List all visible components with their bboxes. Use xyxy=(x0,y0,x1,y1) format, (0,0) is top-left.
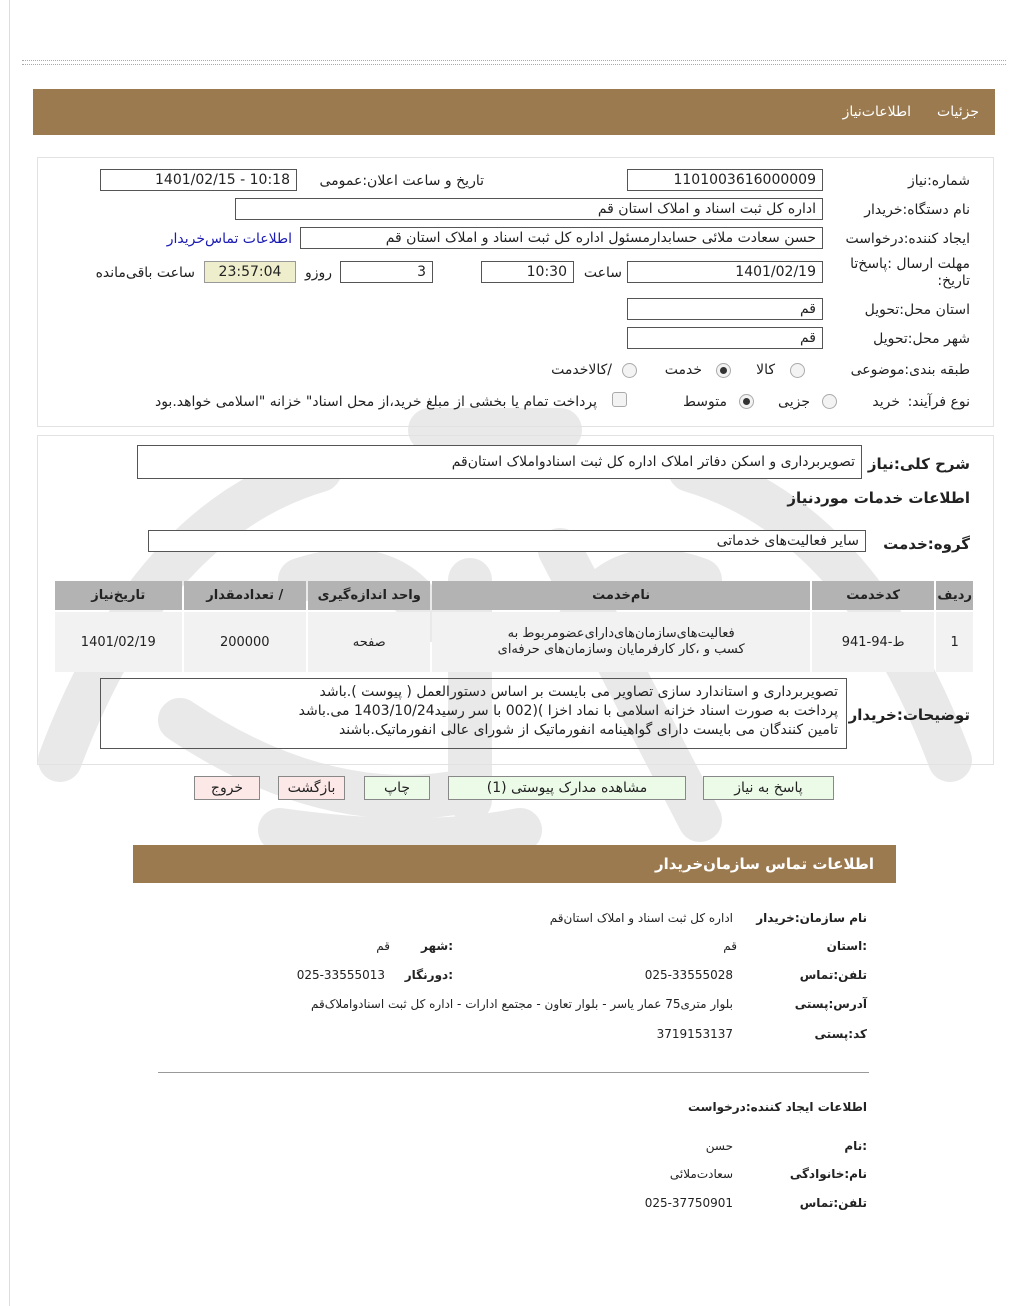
section-divider xyxy=(158,1072,869,1073)
col-service-name: نام‌خدمت xyxy=(432,581,809,610)
col-row: ردیف xyxy=(936,581,973,610)
announce-date-field: 1401/02/15 - 10:18 xyxy=(100,169,297,191)
buyer-note-line: تصویربرداری و استاندارد سازی تصاویر می بایست بر اساس دستورالعمل ( پیوست ).باشد xyxy=(319,684,838,700)
process-minor-label: جزیی xyxy=(778,394,810,410)
process-purchase-label: خرید xyxy=(872,394,900,410)
days-field: 3 xyxy=(340,261,433,283)
contact-postal-value: 3719153137 xyxy=(656,1027,733,1041)
creator-info-title: اطلاعات ایجاد کننده:درخواست xyxy=(687,1100,867,1114)
announce-label: تاریخ و ساعت اعلان:عمومی xyxy=(319,173,484,189)
city-field: قم xyxy=(627,327,823,349)
deadline-time-field: 10:30 xyxy=(481,261,574,283)
details-banner xyxy=(33,89,995,135)
print-button[interactable]: چاپ xyxy=(364,776,430,800)
general-desc-field: تصویربرداری و اسکن دفاتر املاک اداره کل ثبت اسنادواملاک استان‌قم xyxy=(137,445,862,479)
deadline-label: مهلت ارسال :پاسخ‌تا تاریخ: xyxy=(850,256,970,289)
cell-service-code: ط-94-941 xyxy=(812,612,934,672)
treasury-payment-checkbox[interactable] xyxy=(612,392,627,407)
category-label: طبقه بندی:موضوعی xyxy=(850,362,970,378)
radio-service[interactable] xyxy=(716,363,731,378)
tab-need-info[interactable]: اطلاعات‌نیاز xyxy=(842,104,911,120)
services-title: اطلاعات خدمات موردنیاز xyxy=(787,489,970,507)
top-divider xyxy=(22,64,1006,65)
contact-province-label: :استان xyxy=(826,939,867,953)
category-goods-label: کالا xyxy=(756,362,775,378)
buyer-note-line: پرداخت به صورت اسناد خزانه اسلامی با نماد اخزا )(002 با سر رسید1403/10/24 می.باشد xyxy=(298,703,838,719)
province-label: استان محل:تحویل xyxy=(864,302,970,318)
back-button[interactable]: بازگشت xyxy=(278,776,345,800)
category-service-label: خدمت xyxy=(664,362,702,378)
contact-phone-label: تلفن:تماس xyxy=(799,968,867,982)
creator-phone-label: تلفن:تماس xyxy=(799,1196,867,1210)
category-goods-service-label: /کالاخدمت xyxy=(551,362,612,378)
view-attachments-button[interactable]: مشاهده مدارک پیوستی (1) xyxy=(448,776,686,800)
col-need-date: تاریخ‌نیاز xyxy=(55,581,182,610)
reply-button[interactable]: پاسخ به نیاز xyxy=(703,776,834,800)
days-label: روزو xyxy=(304,265,332,281)
cell-row: 1 xyxy=(936,612,973,672)
buyer-contact-banner xyxy=(133,845,896,883)
contact-org-value: اداره کل ثبت اسناد و املاک استان‌قم xyxy=(549,911,733,925)
buyer-contact-link[interactable]: اطلاعات تماس‌خریدار xyxy=(166,231,292,247)
services-table xyxy=(53,579,975,674)
radio-minor[interactable] xyxy=(822,394,837,409)
col-quantity: / تعدادمقدار xyxy=(184,581,306,610)
process-medium-label: متوسط xyxy=(683,394,727,410)
radio-goods-service[interactable] xyxy=(622,363,637,378)
treasury-payment-note: پرداخت تمام یا بخشی از مبلغ خرید،از محل اسناد" خزانه "اسلامی خواهد.بود xyxy=(154,394,597,410)
deadline-date-field: 1401/02/19 xyxy=(627,261,823,283)
contact-city-label: :شهر xyxy=(421,939,453,953)
contact-province-value: قم xyxy=(723,939,737,953)
cell-unit: صفحه xyxy=(308,612,430,672)
buyer-contact-title: اطلاعات تماس سازمان‌خریدار xyxy=(654,855,874,873)
buyer-notes-box xyxy=(100,678,847,749)
contact-fax-label: :دورنگار xyxy=(404,968,453,982)
contact-postal-label: کد:پستی xyxy=(814,1027,867,1041)
creator-phone-value: 025-37750901 xyxy=(644,1196,733,1210)
contact-phone-value: 025-33555028 xyxy=(644,968,733,982)
buyer-org-field: اداره کل ثبت اسناد و املاک استان قم xyxy=(235,198,823,220)
table-header-row xyxy=(55,581,973,610)
tab-details[interactable]: جزئیات xyxy=(937,104,979,120)
need-number-label: شماره:نیاز xyxy=(907,173,970,189)
buyer-note-line: تامین کنندگان می بایست دارای گواهینامه انفورماتیک از شورای عالی انفورماتیک.باشند xyxy=(338,722,838,738)
col-unit: واحد اندازه‌گیری xyxy=(308,581,430,610)
cell-quantity: 200000 xyxy=(184,612,306,672)
buyer-org-label: نام دستگاه:خریدار xyxy=(864,202,970,218)
need-number-field: 1101003616000009 xyxy=(627,169,823,191)
service-group-label: گروه:خدمت xyxy=(883,535,970,553)
cell-service-name: فعالیت‌های‌سازمان‌های‌دارای‌عضو‌مربوط به کسب و ،کار کارفرمایان وسازمان‌های حرفه‌ای xyxy=(432,612,809,672)
creator-name-value: حسن xyxy=(705,1139,733,1153)
process-label: نوع فرآیند: xyxy=(907,394,970,410)
city-label: شهر محل:تحویل xyxy=(873,331,970,347)
contact-fax-value: 025-33555013 xyxy=(296,968,385,982)
top-divider xyxy=(22,60,1006,61)
exit-button[interactable]: خروج xyxy=(194,776,260,800)
remaining-label: ساعت باقی‌مانده xyxy=(95,265,195,281)
service-group-field: سایر فعالیت‌های خدماتی xyxy=(148,530,866,552)
time-label: ساعت xyxy=(583,265,622,281)
creator-family-label: نام:خانوادگی xyxy=(789,1167,867,1181)
general-desc-label: شرح کلی:نیاز xyxy=(867,455,970,473)
creator-label: ایجاد کننده:درخواست xyxy=(845,231,970,247)
cell-need-date: 1401/02/19 xyxy=(55,612,182,672)
creator-name-label: :نام xyxy=(844,1139,867,1153)
table-row xyxy=(55,612,973,672)
contact-org-label: نام سازمان:خریدار xyxy=(756,911,867,925)
buyer-notes-label: توضیحات:خریدار xyxy=(848,706,970,724)
remaining-timer: 23:57:04 xyxy=(204,261,296,283)
contact-address-value: بلوار متری75 عمار یاسر - بلوار تعاون - مجتمع ادارات - اداره کل ثبت اسنادواملاک‌قم xyxy=(310,997,733,1011)
radio-medium[interactable] xyxy=(739,394,754,409)
left-border xyxy=(9,0,10,1306)
contact-city-value: قم xyxy=(376,939,390,953)
contact-address-label: آدرس:پستی xyxy=(794,997,867,1011)
province-field: قم xyxy=(627,298,823,320)
creator-family-value: سعادت‌ملائی xyxy=(669,1167,733,1181)
creator-field: حسن سعادت ملائی حسابدارمسئول اداره کل ثبت اسناد و املاک استان قم xyxy=(300,227,823,249)
col-service-code: کدخدمت xyxy=(812,581,934,610)
radio-goods[interactable] xyxy=(790,363,805,378)
